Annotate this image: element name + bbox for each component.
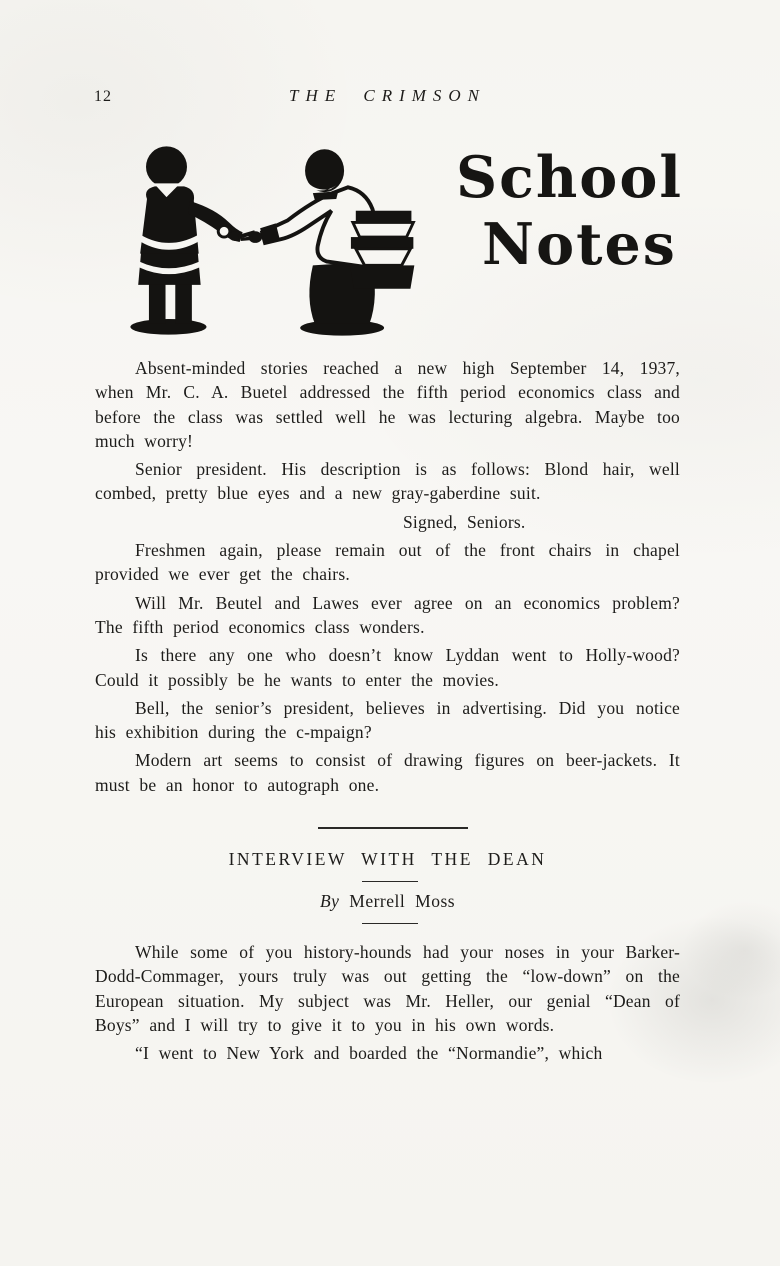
section-title (456, 144, 683, 279)
left-figure (130, 146, 255, 334)
interview-heading: INTERVIEW WITH THE DEAN (228, 849, 547, 870)
byline-name: Merrell Moss (349, 891, 456, 912)
byline-rule (362, 923, 418, 924)
signed-line: Signed, Seniors. (403, 511, 526, 532)
page-number: 12 (94, 88, 112, 105)
two-boys-illustration (106, 142, 428, 338)
page-header (0, 86, 780, 108)
note-paragraph-7: Modern art seems to consist of drawing figures on beer-jackets. It must be an honor to autograph one. (95, 750, 680, 795)
interview-paragraph-2: “I went to New York and boarded the “Normandie”, which (135, 1043, 603, 1064)
scanned-page (0, 86, 780, 1266)
section-divider-rule (318, 827, 468, 829)
note-paragraph-1: Absent-minded stories reached a new high September 14, 1937, when Mr. C. A. Buetel addressed the fifth period economics class and before the class was settled well he was lecturing algebra. Maybe too much worry! (95, 358, 680, 451)
books-stack (350, 211, 414, 289)
note-paragraph-3: Freshmen again, please remain out of the front chairs in chapel provided we ever get the chairs. (95, 540, 680, 585)
heading-rule (362, 881, 418, 882)
masthead (106, 142, 780, 338)
note-paragraph-6: Bell, the senior’s president, believes in advertising. Did you notice his exhibition during the c-mpaign? (95, 697, 680, 743)
byline-by: By (319, 891, 340, 912)
note-paragraph-2: Senior president. His description is as follows: Blond hair, well combed, pretty blue eyes and a new gray-gaberdine suit. (95, 459, 680, 504)
byline (95, 891, 680, 912)
journal-title: THE CRIMSON (288, 86, 487, 105)
note-paragraph-5: Is there any one who doesn’t know Lyddan went to Holly-wood? Could it possibly be he wants to enter the movies. (95, 645, 680, 690)
interview-body (95, 940, 680, 1065)
section-title-line2: Notes (482, 211, 677, 279)
section-title-line1: School (456, 144, 684, 211)
interview-paragraph-1: While some of you history-hounds had your noses in your Barker-Dodd-Commager, yours truly was out getting the “low-down” on the European situation. My subject was Mr. Heller, our genial “Dean of Boys” and I will try to give it to you in his own words. (95, 942, 680, 1035)
note-paragraph-4: Will Mr. Beutel and Lawes ever agree on an economics problem? The fifth period economics class wonders. (95, 592, 680, 637)
school-notes-body (95, 356, 680, 797)
